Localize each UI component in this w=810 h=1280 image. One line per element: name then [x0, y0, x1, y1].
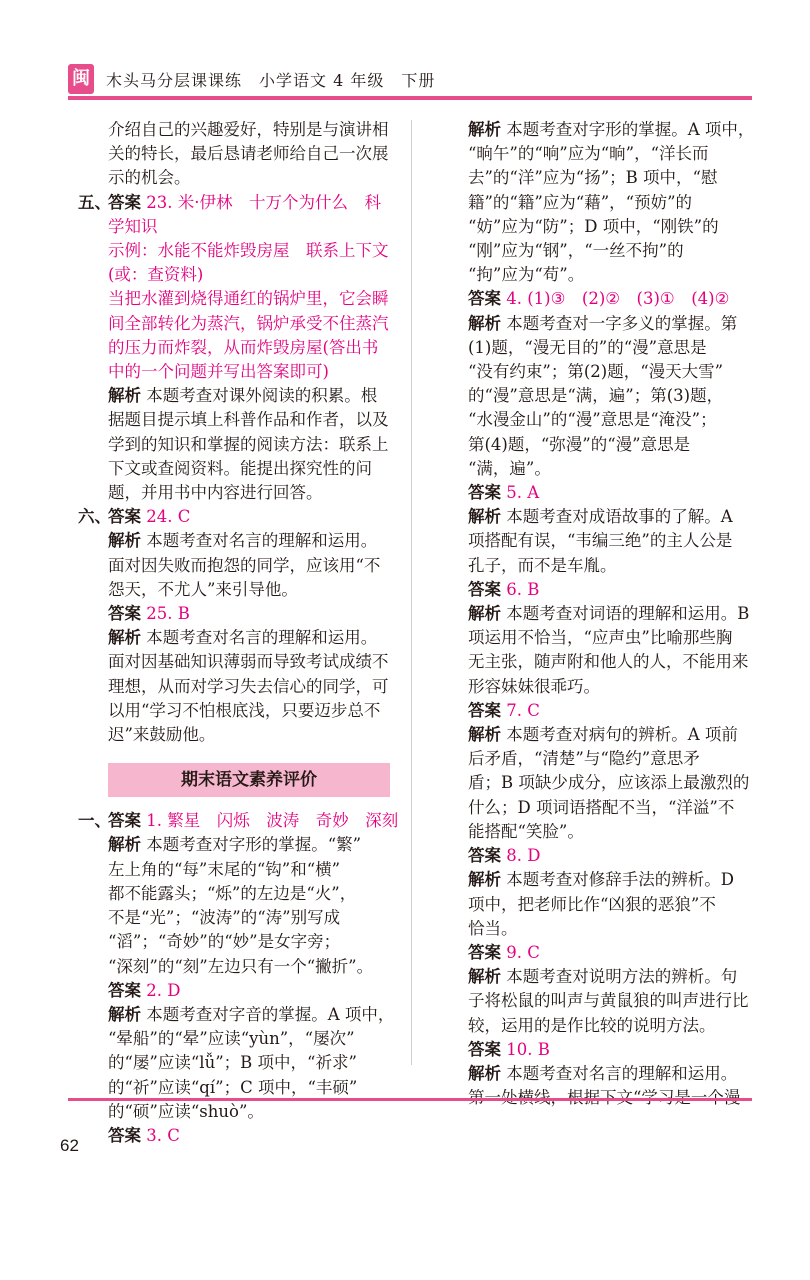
right-column: [468, 118, 756, 1110]
text-line: 示的机会。: [108, 168, 191, 188]
analysis-label: 解析: [468, 507, 501, 527]
answer-text: 当把水灌到烧得通红的锅炉里，它会瞬: [108, 289, 389, 309]
answer-text: 10. B: [501, 1039, 550, 1059]
analysis-label: 解析: [108, 531, 141, 551]
analysis-text: 的“漫”意思是“满，遍”；第(3)题，: [468, 386, 724, 406]
analysis-text: 后矛盾，“清楚”与“隐约”意思矛: [468, 749, 700, 769]
analysis-text: 孔子，而不是车胤。: [468, 555, 617, 575]
analysis-text: 的“祈”应读“qí”；C 项中，“丰硕”: [108, 1077, 358, 1097]
answer-text: 示例：水能不能炸毁房屋 联系上下文: [108, 241, 389, 261]
answer-label: 答案: [108, 811, 141, 831]
analysis-text: 不是“光”；“波涛”的“涛”别写成: [108, 908, 341, 928]
analysis-label: 解析: [468, 967, 501, 987]
answer-label: 答案: [468, 289, 501, 309]
question-number: 一、: [78, 811, 111, 831]
publisher-logo: 闽: [68, 64, 94, 94]
analysis-text: 本题考查对病句的辨析。A 项前: [501, 725, 738, 745]
analysis-text: 形容妹妹很乖巧。: [468, 676, 600, 696]
analysis-text: 面对因失败而抱怨的同学，应该用“不: [108, 555, 381, 575]
footer-rule: [68, 1098, 752, 1101]
left-column: [78, 118, 399, 1148]
analysis-text: 项运用不恰当，“应声虫”比喻那些胸: [468, 628, 733, 648]
analysis-text: 项搭配有误，“韦编三绝”的主人公是: [468, 531, 733, 551]
analysis-text: 迟”来鼓励他。: [108, 725, 216, 745]
analysis-text: 本题考查对字形的掌握。“繁”: [141, 835, 362, 855]
analysis-text: 怨天，不尤人”来引导他。: [108, 579, 298, 599]
answer-block-3-analysis: [468, 118, 756, 287]
answer-block-8: [468, 844, 756, 941]
analysis-label: 解析: [468, 1063, 501, 1083]
analysis-text: 籍”的“籍”应为“藉”，“预妨”的: [468, 192, 693, 212]
question-number: 六、: [78, 507, 111, 527]
analysis-text: 能搭配“笑脸”。: [468, 821, 584, 841]
answer-label: 答案: [468, 579, 501, 599]
column-divider: [411, 120, 412, 1065]
analysis-text: 据题目提示填上科普作品和作者，以及: [108, 410, 389, 430]
analysis-text: 都不能露头；“烁”的左边是“火”，: [108, 883, 357, 903]
analysis-text: 本题考查对课外阅读的积累。根: [141, 386, 378, 406]
intro-paragraph: [78, 118, 394, 191]
analysis-text: 本题考查对名言的理解和运用。: [141, 531, 378, 551]
answer-label: 答案: [108, 980, 141, 1000]
answer-text: 4. (1)③ (2)② (3)① (4)②: [501, 289, 730, 309]
analysis-text: 去”的“洋”应为“扬”；B 项中，“慰: [468, 168, 718, 188]
analysis-text: 左上角的“每”末尾的“钩”和“横”: [108, 859, 341, 879]
text-line: 介绍自己的兴趣爱好，特别是与演讲相: [108, 120, 389, 139]
answer-text: 23. 米·伊林 十万个为什么 科: [141, 192, 381, 212]
analysis-text: “深刻”的“刻”左边只有一个“撇折”。: [108, 956, 374, 976]
analysis-label: 解析: [468, 604, 501, 624]
analysis-text: “水漫金山”的“漫”意思是“淹没”；: [468, 410, 717, 430]
answer-label: 答案: [468, 1039, 501, 1059]
analysis-text: 题，并用书中内容进行回答。: [108, 483, 323, 503]
analysis-text: 下文或查阅资料。能提出探究性的问: [108, 458, 372, 478]
answer-text: 1. 繁星 闪烁 波涛 奇妙 深刻: [141, 811, 399, 831]
analysis-label: 解析: [108, 835, 141, 855]
answer-text: 8. D: [501, 846, 541, 866]
analysis-text: 子将松鼠的叫声与黄鼠狼的叫声进行比: [468, 991, 749, 1011]
text-line: 关的特长，最后恳请老师给自己一次展: [108, 144, 389, 164]
answer-text: 间全部转化为蒸汽，锅炉承受不住蒸汽: [108, 313, 389, 333]
answer-label: 答案: [468, 700, 501, 720]
section-title-banner: 期末语文素养评价: [108, 763, 390, 797]
answer-label: 答案: [108, 507, 141, 527]
analysis-label: 解析: [108, 1004, 141, 1024]
analysis-text: 本题考查对词语的理解和运用。B: [501, 604, 750, 624]
answer-label: 答案: [108, 192, 141, 212]
question-6-block: [78, 505, 394, 747]
book-title: 木头马分层课课练 小学语文 4 年级 下册: [106, 71, 436, 90]
analysis-text: “满，遍”。: [468, 458, 551, 478]
answer-text: 24. C: [141, 507, 191, 527]
answer-block-6: [468, 578, 756, 699]
answer-text: (或：查资料): [108, 265, 204, 285]
analysis-label: 解析: [468, 870, 501, 890]
page-header: [0, 0, 810, 110]
answer-block-9: [468, 941, 756, 1038]
analysis-text: 本题考查对成语故事的了解。A: [501, 507, 733, 527]
answer-label: 答案: [108, 604, 141, 624]
analysis-text: 第(4)题，“弥漫”的“漫”意思是: [468, 434, 691, 454]
answer-text: 3. C: [141, 1125, 180, 1145]
page-number: 62: [60, 1136, 79, 1155]
answer-text: 6. B: [501, 579, 540, 599]
answer-label: 答案: [468, 942, 501, 962]
answer-text: 中的一个问题并写出答案即可): [108, 362, 329, 382]
analysis-text: 本题考查对名言的理解和运用。: [501, 1063, 738, 1083]
analysis-text: 本题考查对字音的掌握。A 项中，: [141, 1004, 395, 1024]
analysis-text: 以用“学习不怕根底浅，只要迈步总不: [108, 700, 381, 720]
analysis-text: 较，运用的是作比较的说明方法。: [468, 1015, 716, 1035]
answer-text: 的压力而炸裂，从而炸毁房屋(答出书: [108, 337, 379, 357]
analysis-text: 学到的知识和掌握的阅读方法：联系上: [108, 434, 389, 454]
analysis-text: 本题考查对名言的理解和运用。: [141, 628, 378, 648]
answer-label: 答案: [468, 846, 501, 866]
answer-text: 5. A: [501, 483, 540, 503]
analysis-text: 本题考查对字形的掌握。A 项中，: [501, 120, 755, 139]
analysis-text: 本题考查对说明方法的辨析。句: [501, 967, 738, 987]
answer-block-5: [468, 481, 756, 578]
analysis-text: “晌午”的“响”应为“晌”，“洋长而: [468, 144, 709, 164]
analysis-text: 项中，把老师比作“凶狠的恶狼”不: [468, 894, 716, 914]
header-rule: [68, 96, 752, 100]
analysis-text: 本题考查对一字多义的掌握。第: [501, 313, 738, 333]
analysis-text: “晕船”的“晕”应读“yùn”，“屡次”: [108, 1029, 355, 1049]
analysis-text: 的“屡”应读“lǚ”；B 项中，“祈求”: [108, 1053, 357, 1073]
answer-text: 2. D: [141, 980, 181, 1000]
answer-text: 学知识: [108, 216, 158, 236]
analysis-text: 盾；B 项缺少成分，应该添上最激烈的: [468, 773, 750, 793]
analysis-label: 解析: [108, 386, 141, 406]
analysis-text: “妨”应为“防”；D 项中，“刚铁”的: [468, 216, 719, 236]
question-number: 五、: [78, 192, 111, 212]
analysis-text: “拘”应为“苟”。: [468, 265, 585, 285]
analysis-label: 解析: [108, 628, 141, 648]
question-5-block: [78, 191, 394, 506]
analysis-text: 本题考查对修辞手法的辨析。D: [501, 870, 734, 890]
answer-label: 答案: [468, 483, 501, 503]
answer-block-4: [468, 287, 756, 481]
analysis-text: 理想，从而对学习失去信心的同学，可: [108, 676, 389, 696]
answer-block-7: [468, 699, 756, 844]
answer-label: 答案: [108, 1125, 141, 1145]
analysis-text: 恰当。: [468, 918, 518, 938]
analysis-text: 的“硕”应读“shuò”。: [108, 1101, 264, 1121]
analysis-text: “刚”应为“钢”，“一丝不拘”的: [468, 241, 684, 261]
analysis-text: 面对因基础知识薄弱而导致考试成绩不: [108, 652, 389, 672]
analysis-text: (1)题，“漫无目的”的“漫”意思是: [468, 337, 707, 357]
analysis-label: 解析: [468, 725, 501, 745]
analysis-text: “滔”；“奇妙”的“妙”是女字旁；: [108, 932, 341, 952]
analysis-label: 解析: [468, 313, 501, 333]
answer-text: 7. C: [501, 700, 540, 720]
analysis-text: 无主张，随声附和他人的人，不能用来: [468, 652, 749, 672]
analysis-text: “没有约束”；第(2)题，“漫天大雪”: [468, 362, 724, 382]
analysis-text: 什么；D 项词语搭配不当，“洋溢”不: [468, 797, 735, 817]
analysis-label: 解析: [468, 120, 501, 139]
answer-text: 9. C: [501, 942, 540, 962]
answer-text: 25. B: [141, 604, 190, 624]
